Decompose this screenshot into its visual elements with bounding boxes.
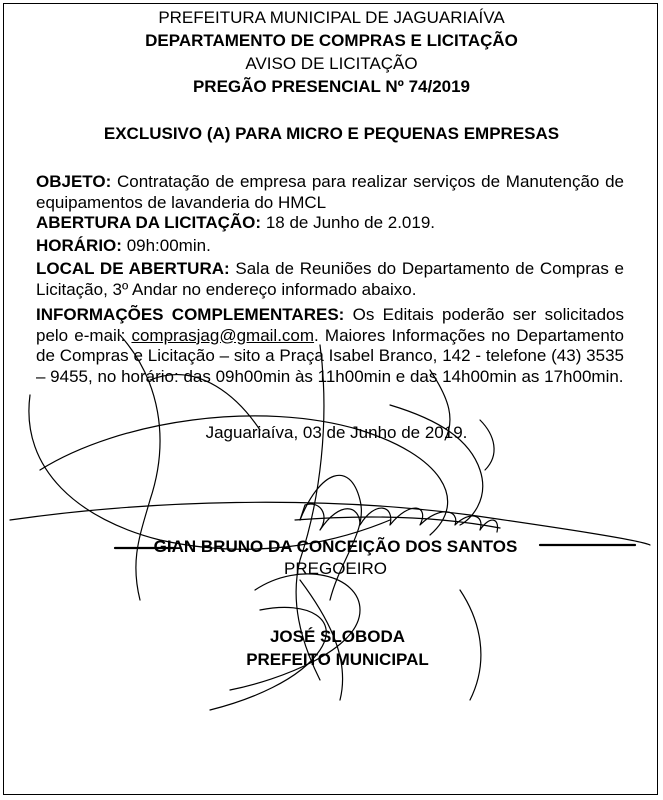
signer1-role: PREGOEIRO	[284, 559, 387, 578]
exclusive-notice: EXCLUSIVO (A) PARA MICRO E PEQUENAS EMPRESAS	[103, 124, 560, 143]
objeto-label: OBJETO:	[36, 172, 112, 191]
header-municipality: PREFEITURA MUNICIPAL DE JAGUARIAÍVA	[158, 8, 505, 27]
local-text: Sala de Reuniões do Departamento de Compras e Licitação, 3º Andar no endereço informado abaixo.	[36, 259, 624, 299]
horario-text: 09h:00min.	[126, 236, 211, 255]
objeto-paragraph	[36, 172, 624, 213]
horario-label: HORÁRIO:	[36, 236, 122, 255]
header-auction-number: PREGÃO PRESENCIAL Nº 74/2019	[192, 77, 471, 96]
info-text-1: Os Editais poderão ser solicitados pelo e-mail:	[36, 305, 624, 345]
signer2-role: PREFEITO MUNICIPAL	[246, 650, 429, 669]
horario-line	[36, 236, 211, 257]
local-label: LOCAL DE ABERTURA:	[36, 259, 230, 278]
header-department: DEPARTAMENTO DE COMPRAS E LICITAÇÃO	[145, 31, 518, 50]
header-notice-title: AVISO DE LICITAÇÃO	[245, 54, 418, 73]
info-label: INFORMAÇÕES COMPLEMENTARES:	[36, 305, 345, 324]
local-paragraph	[36, 259, 624, 300]
objeto-text: Contratação de empresa para realizar serviços de Manutenção de equipamentos de lavanderia do HMCL	[36, 172, 624, 212]
place-date: Jaguariaíva, 03 de Junho de 2019.	[205, 423, 468, 442]
signer1-name: GIAN BRUNO DA CONCEIÇÃO DOS SANTOS	[153, 537, 518, 556]
abertura-label: ABERTURA DA LICITAÇÃO:	[36, 213, 262, 232]
signer2-name: JOSÉ SLOBODA	[269, 627, 406, 646]
info-paragraph	[36, 305, 624, 387]
email-link[interactable]: comprasjag@gmail.com	[131, 325, 315, 345]
document-border	[3, 3, 658, 795]
abertura-line	[36, 213, 435, 234]
info-text-2: . Maiores Informações no Departamento de Compras e Licitação – sito a Praça Isabel Branco, 142 - telefone (43) 3535 – 9455, no horário: das 09h00min às 11h00min e das 14h00min as 17h00min.	[36, 325, 624, 386]
abertura-text: 18 de Junho de 2.019.	[265, 213, 436, 232]
